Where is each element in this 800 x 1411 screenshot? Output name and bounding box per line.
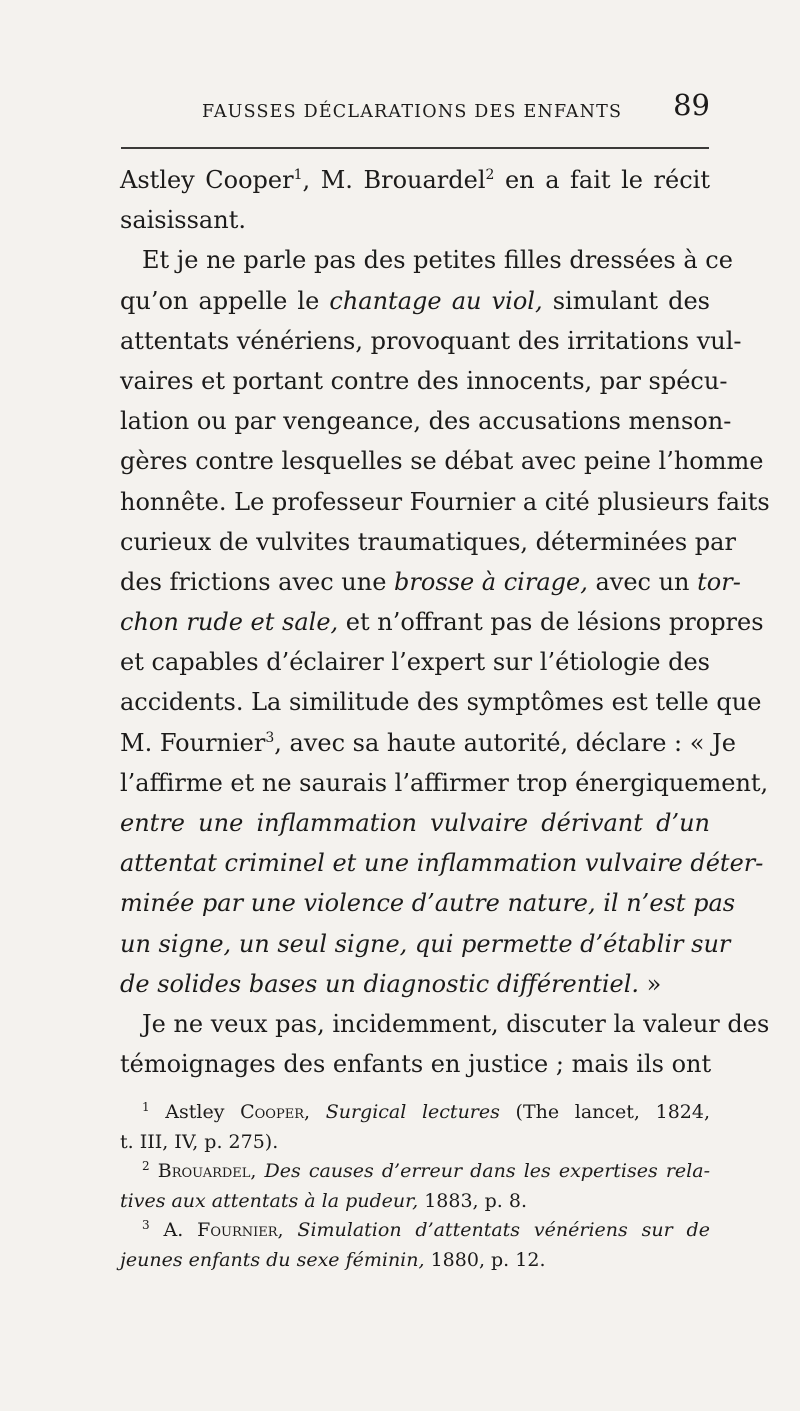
quote-line: un signe, un seul signe, qui permette d’établir sur [120,929,731,958]
footnote-3: $^3$ A. Fournier, Simulation d’attentats vénériens sur de [142,1218,710,1241]
footnote-ref: 1 [293,167,303,183]
text-line: vaires et portant contre des innocents, par spécu- [120,366,728,395]
quote-line: minée par une violence d’autre nature, il n’est pas [120,889,736,918]
text-line [120,803,710,843]
text-line: des frictions avec une brosse à cirage, avec un tor- [120,567,741,596]
header-rule [121,147,709,149]
text-line: gères contre lesquelles se débat avec peine l’homme [120,447,764,476]
text-line: de solides bases un diagnostic différentiel. » [120,969,662,998]
text-line: Et je ne parle pas des petites filles dressées à ce [142,246,733,275]
text-line: accidents. La similitude des symptômes est telle que [120,688,762,717]
page-number: 89 [673,88,710,122]
text-line [120,843,764,883]
text-line: Astley Cooper$^1$, M. Brouardel$^2$ en a fait le récit [120,166,710,194]
footnote-ref: 3 [265,729,275,746]
text-line: chon rude et sale, et n’offrant pas de lésions propres [120,608,764,637]
text-line [120,924,731,964]
running-title: FAUSSES DÉCLARATIONS DES ENFANTS [202,102,623,122]
quote-line: attentat criminel et une inflammation vulvaire déter- [120,849,764,878]
text-line: témoignages des enfants en justice ; mais ils ont [120,1050,712,1079]
text-line: Je ne veux pas, incidemment, discuter la valeur des [142,1009,770,1038]
italic-phrase: tor- [697,567,741,596]
footnote-1-cont: t. III, IV, p. 275). [120,1130,279,1153]
text-line: saisissant. [120,206,246,235]
italic-phrase: chon rude et sale, [120,608,339,637]
body-text [120,160,770,1084]
italic-phrase: chantage au viol, [329,286,543,315]
quote-line: entre une inflammation vulvaire dérivant d’un [120,809,710,837]
quote-line: de solides bases un diagnostic différentiel. [120,969,640,998]
text-line: qu’on appelle le chantage au viol, simulant des [120,286,710,315]
text-line: curieux de vulvites traumatiques, déterminées par [120,527,736,556]
text-line: l’affirme et ne saurais l’affirmer trop énergiquement, [120,768,769,797]
text-line: et capables d’éclairer l’expert sur l’étiologie des [120,648,710,677]
text-line: honnête. Le professeur Fournier a cité plusieurs faits [120,487,770,516]
text-line: M. Fournier$^3$, avec sa haute autorité, déclare : « Je [120,728,736,757]
italic-phrase: brosse à cirage, [394,567,588,596]
page-header [120,84,710,134]
text-line: lation ou par vengeance, des accusations menson- [120,407,732,436]
footnote-3-cont: jeunes enfants du sexe féminin, 1880, p. 12. [120,1248,546,1271]
text-line [120,883,736,923]
footnotes [120,1098,710,1275]
footnote-2-cont: tives aux attentats à la pudeur, 1883, p. 8. [120,1189,527,1212]
footnote-1: $^1$ Astley Cooper, Surgical lectures (The lancet, 1824, [142,1100,710,1123]
text-line: attentats vénériens, provoquant des irritations vul- [120,326,742,355]
footnote-ref: 2 [485,167,495,183]
footnote-2: $^2$ Brouardel, Des causes d’erreur dans les expertises rela- [142,1159,710,1182]
